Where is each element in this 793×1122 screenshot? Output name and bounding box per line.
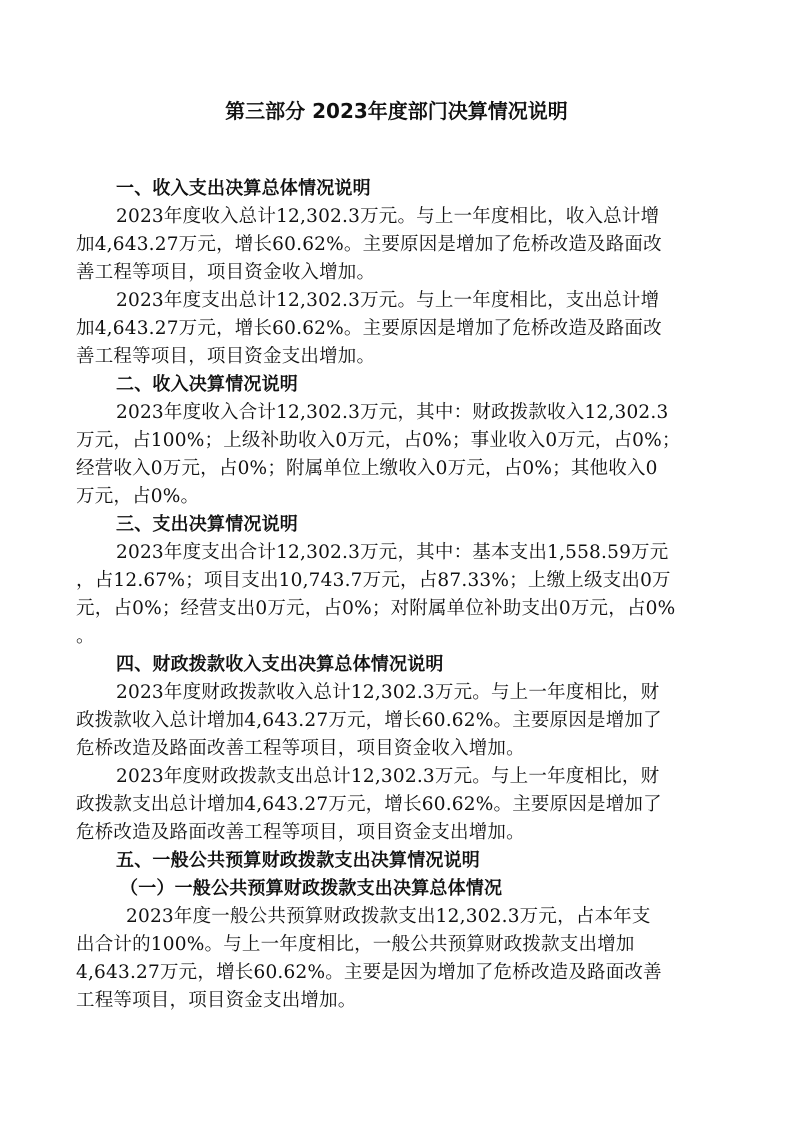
subsection-heading-general-budget-overview: （一）一般公共预算财政拨款支出决算总体情况 <box>120 878 503 899</box>
text-line: 2023年度财政拨款支出总计12,302.3万元。与上一年度相比，财 <box>116 766 660 787</box>
text-line: ，占12.67%；项目支出10,743.7万元，占87.33%；上缴上级支出0万 <box>76 570 671 591</box>
text-line: 万元，占0%。 <box>76 486 200 507</box>
text-line: 政拨款支出总计增加4,643.27万元，增长60.62%。主要原因是增加了 <box>76 794 662 815</box>
paragraph-general-budget-overview <box>76 903 721 1015</box>
text-line: 加4,643.27万元，增长60.62%。主要原因是增加了危桥改造及路面改 <box>76 234 662 255</box>
text-line: 2023年度支出总计12,302.3万元。与上一年度相比，支出总计增 <box>116 290 660 311</box>
text-line: 善工程等项目，项目资金支出增加。 <box>76 346 376 367</box>
document-body <box>76 175 721 1015</box>
section-heading-income: 二、收入决算情况说明 <box>116 374 298 395</box>
section-heading-income-expenditure-overview: 一、收入支出决算总体情况说明 <box>116 178 371 199</box>
paragraph-fiscal-expenditure <box>76 763 721 847</box>
text-line: 2023年度财政拨款收入总计12,302.3万元。与上一年度相比，财 <box>116 682 660 703</box>
paragraph-total-income <box>76 203 721 287</box>
text-line: 。 <box>76 626 95 647</box>
paragraph-total-expenditure <box>76 287 721 371</box>
text-line: 出合计的100%。与上一年度相比，一般公共预算财政拨款支出增加 <box>76 934 635 955</box>
text-line: 元，占0%；经营支出0万元，占0%；对附属单位补助支出0万元，占0% <box>76 598 676 619</box>
text-line: 工程等项目，项目资金支出增加。 <box>76 990 357 1011</box>
section-heading-fiscal-appropriation: 四、财政拨款收入支出决算总体情况说明 <box>116 654 444 675</box>
text-line: 善工程等项目，项目资金收入增加。 <box>76 262 376 283</box>
text-line: 危桥改造及路面改善工程等项目，项目资金支出增加。 <box>76 822 525 843</box>
page-title: 第三部分 2023年度部门决算情况说明 <box>225 99 568 123</box>
text-line: 4,643.27万元，增长60.62%。主要是因为增加了危桥改造及路面改善 <box>76 962 662 983</box>
text-line: 万元，占100%；上级补助收入0万元，占0%；事业收入0万元，占0%； <box>76 430 681 451</box>
text-line: 2023年度收入合计12,302.3万元，其中：财政拨款收入12,302.3 <box>116 402 669 423</box>
paragraph-fiscal-income <box>76 679 721 763</box>
text-line: 政拨款收入总计增加4,643.27万元，增长60.62%。主要原因是增加了 <box>76 710 662 731</box>
text-line: 危桥改造及路面改善工程等项目，项目资金收入增加。 <box>76 738 525 759</box>
paragraph-income-detail <box>76 399 721 511</box>
paragraph-expenditure-detail <box>76 539 721 651</box>
text-line: 经营收入0万元，占0%；附属单位上缴收入0万元，占0%；其他收入0 <box>76 458 658 479</box>
section-heading-expenditure: 三、支出决算情况说明 <box>116 514 298 535</box>
text-line: 2023年度支出合计12,302.3万元，其中：基本支出1,558.59万元 <box>116 542 669 563</box>
text-line: 加4,643.27万元，增长60.62%。主要原因是增加了危桥改造及路面改 <box>76 318 662 339</box>
text-line: 2023年度一般公共预算财政拨款支出12,302.3万元，占本年支 <box>126 906 651 927</box>
text-line: 2023年度收入总计12,302.3万元。与上一年度相比，收入总计增 <box>116 206 660 227</box>
section-heading-general-public-budget: 五、一般公共预算财政拨款支出决算情况说明 <box>116 850 480 871</box>
